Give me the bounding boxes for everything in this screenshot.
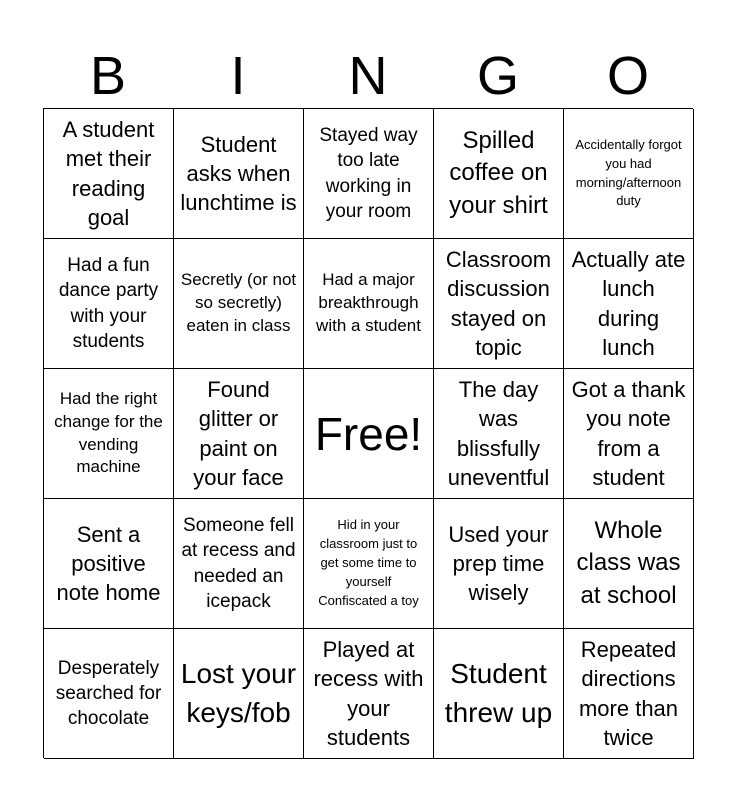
cell-text: Student asks when lunchtime is [180, 131, 297, 216]
cell-text: Sent a positive note home [56, 521, 161, 606]
cell-text: Secretly (or not so secretly) eaten in class [180, 270, 297, 335]
bingo-cell[interactable] [174, 629, 304, 759]
free-space[interactable] [304, 369, 434, 499]
bingo-cell[interactable] [174, 239, 304, 369]
bingo-header [43, 44, 693, 108]
bingo-cell[interactable] [304, 109, 434, 239]
cell-text: Found glitter or paint on your face [193, 377, 284, 490]
cell-text: Played at recess with your students [313, 637, 424, 750]
bingo-cell[interactable] [434, 109, 564, 239]
cell-text: Had the right change for the vending machine [54, 388, 163, 477]
header-letter-n: N [348, 46, 388, 106]
cell-text: Used your prep time wisely [448, 521, 549, 606]
cell-text: Hid in your classroom just to get some time to yourself Confiscated a toy [318, 517, 419, 608]
header-letter-b: B [89, 46, 127, 106]
cell-text: Student threw up [444, 658, 553, 728]
cell-text: Desperately searched for chocolate [55, 657, 162, 730]
bingo-cell[interactable] [564, 369, 694, 499]
cell-text: Whole class was at school [576, 516, 681, 609]
cell-text: Stayed way too late working in your room [319, 124, 418, 222]
bingo-cell[interactable] [564, 239, 694, 369]
cell-text: A student met their reading goal [62, 117, 155, 230]
bingo-cell[interactable] [174, 499, 304, 629]
cell-text: Repeated directions more than twice [578, 637, 679, 750]
bingo-cell[interactable] [304, 499, 434, 629]
cell-text: Someone fell at recess and needed an icepack [181, 514, 296, 612]
cell-text: Classroom discussion stayed on topic [445, 247, 552, 360]
bingo-cell[interactable] [44, 499, 174, 629]
bingo-cell[interactable] [304, 239, 434, 369]
bingo-cell[interactable] [434, 369, 564, 499]
cell-text: Got a thank you note from a student [571, 377, 686, 490]
bingo-cell[interactable] [304, 629, 434, 759]
bingo-cell[interactable] [174, 109, 304, 239]
cell-text: Actually ate lunch during lunch [571, 247, 686, 360]
bingo-cell[interactable] [44, 369, 174, 499]
bingo-cell[interactable] [564, 499, 694, 629]
header-letter-i: I [230, 46, 246, 106]
cell-text: Accidentally forgot you had morning/afternoon duty [575, 136, 682, 209]
free-space-text: Free! [314, 407, 423, 460]
bingo-cell[interactable] [44, 629, 174, 759]
cell-text: Spilled coffee on your shirt [449, 126, 548, 219]
bingo-cell[interactable] [44, 109, 174, 239]
cell-text: Had a major breakthrough with a student [316, 270, 421, 335]
bingo-cell[interactable] [434, 629, 564, 759]
cell-text: Had a fun dance party with your students [58, 254, 159, 352]
bingo-cell[interactable] [174, 369, 304, 499]
bingo-cell[interactable] [564, 109, 694, 239]
header-letter-o: O [606, 46, 649, 106]
cell-text: The day was blissfully uneventful [447, 377, 550, 490]
bingo-cell[interactable] [44, 239, 174, 369]
header-letter-g: G [476, 46, 519, 106]
bingo-cell[interactable] [564, 629, 694, 759]
bingo-cell[interactable] [434, 239, 564, 369]
cell-text: Lost your keys/fob [180, 658, 297, 728]
bingo-cell[interactable] [434, 499, 564, 629]
bingo-card [43, 108, 693, 758]
